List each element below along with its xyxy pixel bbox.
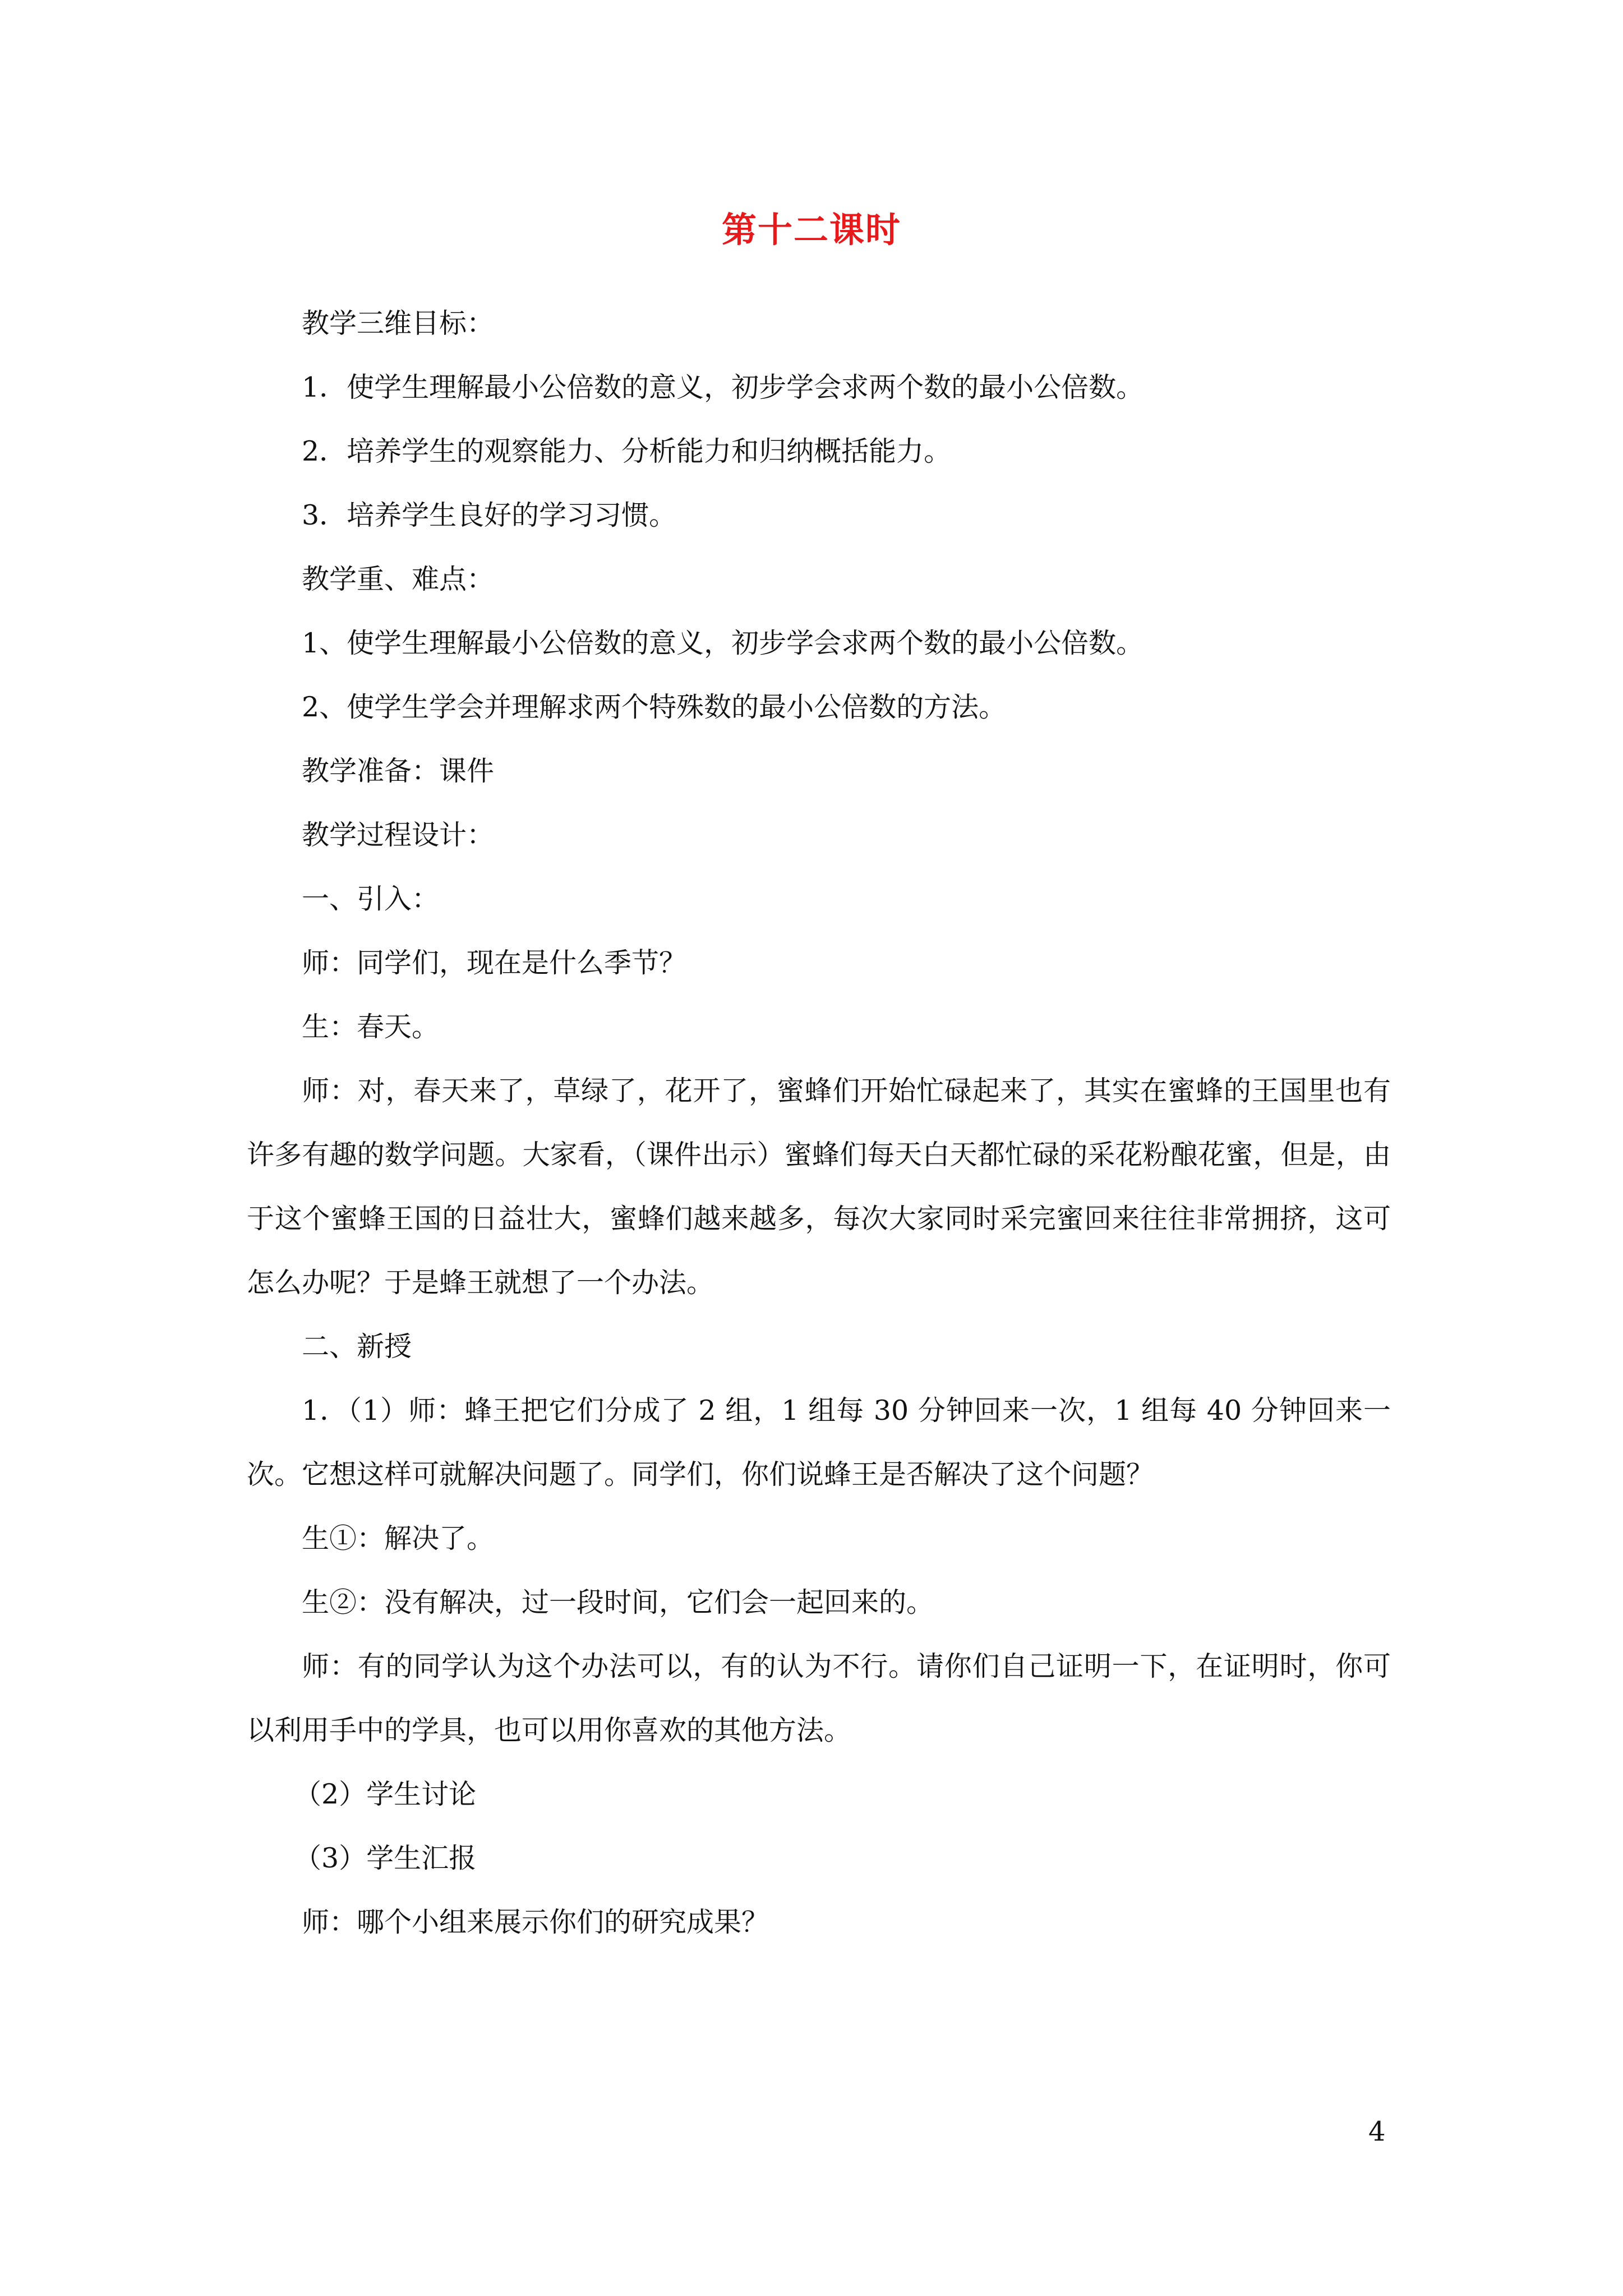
heading-key-points: 教学重、难点： (302, 563, 495, 595)
objective-item: 1．使学生理解最小公倍数的意义，初步学会求两个数的最小公倍数。 (302, 371, 1144, 403)
dialogue-line: 师：同学们，现在是什么季节？ (302, 947, 687, 979)
dialogue-line: 生：春天。 (302, 1011, 440, 1043)
heading-objectives: 教学三维目标： (302, 307, 495, 339)
document-body (247, 292, 1391, 1954)
dialogue-paragraph: 1．（1）师：蜂王把它们分成了 2 组，1 组每 30 分钟回来一次，1 组每 40 分钟回来一次。它想这样可就解决问题了。同学们，你们说蜂王是否解决了这个问题？ (247, 1395, 1391, 1490)
step-line: （3）学生汇报 (294, 1842, 477, 1874)
key-point-item: 1、使学生理解最小公倍数的意义，初步学会求两个数的最小公倍数。 (302, 627, 1144, 659)
dialogue-line: 生①：解决了。 (302, 1522, 495, 1554)
objective-item: 3．培养学生良好的学习习惯。 (302, 499, 677, 531)
dialogue-line: 生②：没有解决，过一段时间，它们会一起回来的。 (302, 1586, 934, 1618)
preparation-line: 教学准备：课件 (302, 755, 495, 787)
section-heading: 一、引入： (302, 883, 440, 915)
dialogue-paragraph: 师：对，春天来了，草绿了，花开了，蜜蜂们开始忙碌起来了，其实在蜜蜂的王国里也有许多有趣的数学问题。大家看，（课件出示）蜜蜂们每天白天都忙碌的采花粉酿花蜜，但是，由于这个蜜蜂王国的日益壮大，蜜蜂们越来越多，每次大家同时采完蜜回来往往非常拥挤，这可怎么办呢？于是蜂王就想了一个办法。 (247, 1075, 1391, 1299)
page-title: 第十二课时 (721, 209, 901, 250)
key-point-item: 2、使学生学会并理解求两个特殊数的最小公倍数的方法。 (302, 691, 1007, 723)
page-number: 4 (1368, 2116, 1386, 2147)
objective-item: 2．培养学生的观察能力、分析能力和归纳概括能力。 (302, 435, 952, 467)
step-line: （2）学生讨论 (294, 1778, 477, 1810)
heading-process: 教学过程设计： (302, 819, 495, 851)
section-heading: 二、新授 (302, 1331, 412, 1363)
dialogue-line: 师：哪个小组来展示你们的研究成果？ (302, 1906, 769, 1938)
dialogue-paragraph: 师：有的同学认为这个办法可以，有的认为不行。请你们自己证明一下，在证明时，你可以利用手中的学具，也可以用你喜欢的其他方法。 (247, 1650, 1391, 1746)
